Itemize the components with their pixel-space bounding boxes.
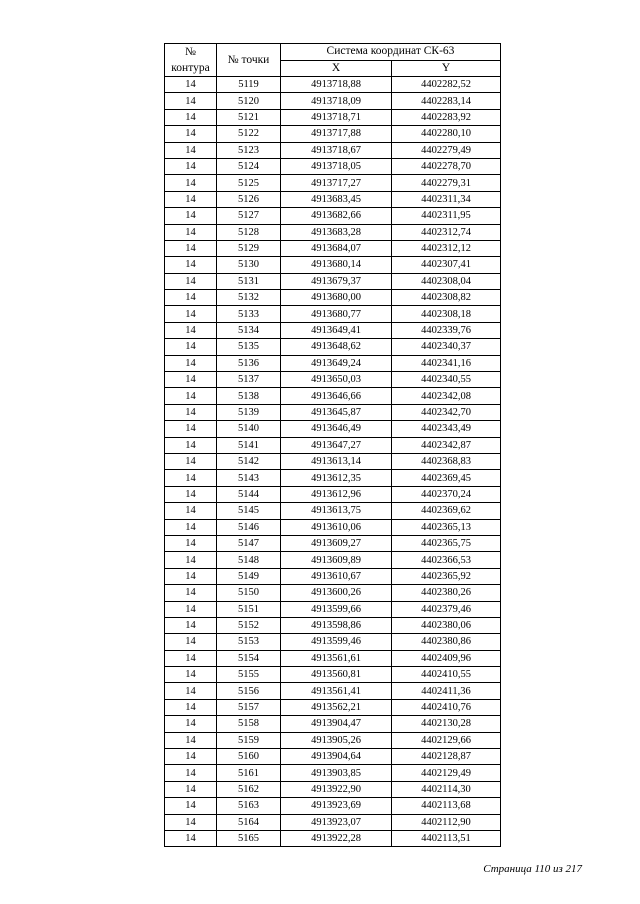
x-cell: 4913683,28 bbox=[281, 224, 392, 240]
table-row bbox=[165, 699, 501, 715]
x-cell: 4913610,67 bbox=[281, 568, 392, 584]
contour-cell: 14 bbox=[165, 77, 217, 93]
point-cell: 5153 bbox=[217, 634, 281, 650]
contour-cell: 14 bbox=[165, 634, 217, 650]
table-row bbox=[165, 404, 501, 420]
y-cell: 4402113,51 bbox=[392, 830, 501, 846]
y-cell: 4402129,66 bbox=[392, 732, 501, 748]
x-cell: 4913922,90 bbox=[281, 781, 392, 797]
y-cell: 4402308,04 bbox=[392, 273, 501, 289]
y-cell: 4402410,76 bbox=[392, 699, 501, 715]
point-cell: 5120 bbox=[217, 93, 281, 109]
x-cell: 4913646,49 bbox=[281, 421, 392, 437]
table-row bbox=[165, 355, 501, 371]
point-cell: 5131 bbox=[217, 273, 281, 289]
table-row bbox=[165, 306, 501, 322]
y-cell: 4402278,70 bbox=[392, 158, 501, 174]
y-cell: 4402365,75 bbox=[392, 535, 501, 551]
y-cell: 4402280,10 bbox=[392, 126, 501, 142]
point-cell: 5149 bbox=[217, 568, 281, 584]
x-cell: 4913609,89 bbox=[281, 552, 392, 568]
y-cell: 4402409,96 bbox=[392, 650, 501, 666]
y-cell: 4402279,49 bbox=[392, 142, 501, 158]
point-cell: 5141 bbox=[217, 437, 281, 453]
point-cell: 5133 bbox=[217, 306, 281, 322]
x-cell: 4913613,14 bbox=[281, 453, 392, 469]
point-cell: 5135 bbox=[217, 339, 281, 355]
y-cell: 4402114,30 bbox=[392, 781, 501, 797]
table-row bbox=[165, 552, 501, 568]
table-row bbox=[165, 634, 501, 650]
x-cell: 4913717,88 bbox=[281, 126, 392, 142]
table-row bbox=[165, 814, 501, 830]
x-cell: 4913903,85 bbox=[281, 765, 392, 781]
x-cell: 4913718,09 bbox=[281, 93, 392, 109]
header-x: X bbox=[281, 60, 392, 77]
table-row bbox=[165, 585, 501, 601]
point-cell: 5138 bbox=[217, 388, 281, 404]
table-row bbox=[165, 339, 501, 355]
table-row bbox=[165, 290, 501, 306]
contour-cell: 14 bbox=[165, 224, 217, 240]
x-cell: 4913560,81 bbox=[281, 667, 392, 683]
point-cell: 5161 bbox=[217, 765, 281, 781]
table-row bbox=[165, 568, 501, 584]
x-cell: 4913923,69 bbox=[281, 798, 392, 814]
table-row bbox=[165, 519, 501, 535]
table-row bbox=[165, 126, 501, 142]
x-cell: 4913718,67 bbox=[281, 142, 392, 158]
table-row bbox=[165, 240, 501, 256]
y-cell: 4402369,45 bbox=[392, 470, 501, 486]
point-cell: 5124 bbox=[217, 158, 281, 174]
x-cell: 4913718,05 bbox=[281, 158, 392, 174]
x-cell: 4913645,87 bbox=[281, 404, 392, 420]
y-cell: 4402342,70 bbox=[392, 404, 501, 420]
contour-cell: 14 bbox=[165, 585, 217, 601]
point-cell: 5154 bbox=[217, 650, 281, 666]
point-cell: 5148 bbox=[217, 552, 281, 568]
point-cell: 5130 bbox=[217, 257, 281, 273]
table-body bbox=[165, 77, 501, 847]
table-row bbox=[165, 781, 501, 797]
table-row bbox=[165, 142, 501, 158]
contour-cell: 14 bbox=[165, 208, 217, 224]
y-cell: 4402283,14 bbox=[392, 93, 501, 109]
table-row bbox=[165, 830, 501, 846]
table-row bbox=[165, 535, 501, 551]
y-cell: 4402365,13 bbox=[392, 519, 501, 535]
contour-cell: 14 bbox=[165, 650, 217, 666]
x-cell: 4913561,41 bbox=[281, 683, 392, 699]
point-cell: 5156 bbox=[217, 683, 281, 699]
contour-cell: 14 bbox=[165, 126, 217, 142]
x-cell: 4913599,46 bbox=[281, 634, 392, 650]
x-cell: 4913598,86 bbox=[281, 617, 392, 633]
y-cell: 4402342,08 bbox=[392, 388, 501, 404]
x-cell: 4913680,00 bbox=[281, 290, 392, 306]
point-cell: 5151 bbox=[217, 601, 281, 617]
x-cell: 4913649,41 bbox=[281, 322, 392, 338]
contour-cell: 14 bbox=[165, 601, 217, 617]
table-row bbox=[165, 224, 501, 240]
contour-cell: 14 bbox=[165, 765, 217, 781]
x-cell: 4913599,66 bbox=[281, 601, 392, 617]
contour-cell: 14 bbox=[165, 175, 217, 191]
y-cell: 4402369,62 bbox=[392, 503, 501, 519]
table-row bbox=[165, 486, 501, 502]
y-cell: 4402339,76 bbox=[392, 322, 501, 338]
x-cell: 4913561,61 bbox=[281, 650, 392, 666]
contour-cell: 14 bbox=[165, 355, 217, 371]
y-cell: 4402283,92 bbox=[392, 109, 501, 125]
x-cell: 4913904,64 bbox=[281, 749, 392, 765]
point-cell: 5139 bbox=[217, 404, 281, 420]
point-cell: 5140 bbox=[217, 421, 281, 437]
x-cell: 4913650,03 bbox=[281, 372, 392, 388]
contour-cell: 14 bbox=[165, 732, 217, 748]
x-cell: 4913610,06 bbox=[281, 519, 392, 535]
page-number-footer: Страница 110 из 217 bbox=[483, 863, 582, 875]
y-cell: 4402343,49 bbox=[392, 421, 501, 437]
contour-cell: 14 bbox=[165, 306, 217, 322]
point-cell: 5158 bbox=[217, 716, 281, 732]
table-row bbox=[165, 372, 501, 388]
table-row bbox=[165, 158, 501, 174]
y-cell: 4402341,16 bbox=[392, 355, 501, 371]
y-cell: 4402380,06 bbox=[392, 617, 501, 633]
y-cell: 4402379,46 bbox=[392, 601, 501, 617]
contour-cell: 14 bbox=[165, 322, 217, 338]
contour-cell: 14 bbox=[165, 158, 217, 174]
point-cell: 5127 bbox=[217, 208, 281, 224]
point-cell: 5159 bbox=[217, 732, 281, 748]
contour-cell: 14 bbox=[165, 191, 217, 207]
contour-cell: 14 bbox=[165, 273, 217, 289]
point-cell: 5125 bbox=[217, 175, 281, 191]
contour-cell: 14 bbox=[165, 109, 217, 125]
contour-cell: 14 bbox=[165, 667, 217, 683]
point-cell: 5145 bbox=[217, 503, 281, 519]
contour-cell: 14 bbox=[165, 683, 217, 699]
table-row bbox=[165, 716, 501, 732]
contour-cell: 14 bbox=[165, 421, 217, 437]
y-cell: 4402308,82 bbox=[392, 290, 501, 306]
table-row bbox=[165, 77, 501, 93]
table-row bbox=[165, 798, 501, 814]
point-cell: 5132 bbox=[217, 290, 281, 306]
header-contour-number: № контура bbox=[165, 44, 217, 77]
table-row bbox=[165, 388, 501, 404]
y-cell: 4402282,52 bbox=[392, 77, 501, 93]
contour-cell: 14 bbox=[165, 503, 217, 519]
point-cell: 5146 bbox=[217, 519, 281, 535]
table-row bbox=[165, 175, 501, 191]
x-cell: 4913680,77 bbox=[281, 306, 392, 322]
table-row bbox=[165, 503, 501, 519]
contour-cell: 14 bbox=[165, 830, 217, 846]
point-cell: 5143 bbox=[217, 470, 281, 486]
x-cell: 4913646,66 bbox=[281, 388, 392, 404]
contour-cell: 14 bbox=[165, 240, 217, 256]
contour-cell: 14 bbox=[165, 372, 217, 388]
contour-cell: 14 bbox=[165, 535, 217, 551]
contour-cell: 14 bbox=[165, 749, 217, 765]
x-cell: 4913904,47 bbox=[281, 716, 392, 732]
table-row bbox=[165, 437, 501, 453]
x-cell: 4913649,24 bbox=[281, 355, 392, 371]
table-row bbox=[165, 191, 501, 207]
y-cell: 4402370,24 bbox=[392, 486, 501, 502]
x-cell: 4913905,26 bbox=[281, 732, 392, 748]
x-cell: 4913648,62 bbox=[281, 339, 392, 355]
y-cell: 4402307,41 bbox=[392, 257, 501, 273]
point-cell: 5134 bbox=[217, 322, 281, 338]
table-row bbox=[165, 765, 501, 781]
y-cell: 4402312,74 bbox=[392, 224, 501, 240]
x-cell: 4913562,21 bbox=[281, 699, 392, 715]
point-cell: 5147 bbox=[217, 535, 281, 551]
point-cell: 5152 bbox=[217, 617, 281, 633]
table-row bbox=[165, 667, 501, 683]
contour-cell: 14 bbox=[165, 781, 217, 797]
table-row bbox=[165, 601, 501, 617]
y-cell: 4402308,18 bbox=[392, 306, 501, 322]
x-cell: 4913718,71 bbox=[281, 109, 392, 125]
point-cell: 5129 bbox=[217, 240, 281, 256]
y-cell: 4402342,87 bbox=[392, 437, 501, 453]
point-cell: 5122 bbox=[217, 126, 281, 142]
contour-cell: 14 bbox=[165, 617, 217, 633]
point-cell: 5160 bbox=[217, 749, 281, 765]
table-row bbox=[165, 421, 501, 437]
y-cell: 4402365,92 bbox=[392, 568, 501, 584]
point-cell: 5126 bbox=[217, 191, 281, 207]
table-row bbox=[165, 109, 501, 125]
x-cell: 4913647,27 bbox=[281, 437, 392, 453]
table-row bbox=[165, 470, 501, 486]
x-cell: 4913680,14 bbox=[281, 257, 392, 273]
contour-cell: 14 bbox=[165, 388, 217, 404]
x-cell: 4913613,75 bbox=[281, 503, 392, 519]
point-cell: 5137 bbox=[217, 372, 281, 388]
y-cell: 4402411,36 bbox=[392, 683, 501, 699]
table-row bbox=[165, 650, 501, 666]
point-cell: 5136 bbox=[217, 355, 281, 371]
table-row bbox=[165, 749, 501, 765]
contour-cell: 14 bbox=[165, 142, 217, 158]
header-y: Y bbox=[392, 60, 501, 77]
table-row bbox=[165, 322, 501, 338]
y-cell: 4402113,68 bbox=[392, 798, 501, 814]
x-cell: 4913600,26 bbox=[281, 585, 392, 601]
contour-cell: 14 bbox=[165, 470, 217, 486]
contour-cell: 14 bbox=[165, 568, 217, 584]
x-cell: 4913612,96 bbox=[281, 486, 392, 502]
point-cell: 5142 bbox=[217, 453, 281, 469]
x-cell: 4913682,66 bbox=[281, 208, 392, 224]
x-cell: 4913612,35 bbox=[281, 470, 392, 486]
x-cell: 4913717,27 bbox=[281, 175, 392, 191]
point-cell: 5150 bbox=[217, 585, 281, 601]
x-cell: 4913609,27 bbox=[281, 535, 392, 551]
contour-cell: 14 bbox=[165, 798, 217, 814]
y-cell: 4402130,28 bbox=[392, 716, 501, 732]
x-cell: 4913923,07 bbox=[281, 814, 392, 830]
table-row bbox=[165, 683, 501, 699]
x-cell: 4913922,28 bbox=[281, 830, 392, 846]
point-cell: 5121 bbox=[217, 109, 281, 125]
y-cell: 4402340,37 bbox=[392, 339, 501, 355]
table-row bbox=[165, 93, 501, 109]
contour-cell: 14 bbox=[165, 552, 217, 568]
point-cell: 5128 bbox=[217, 224, 281, 240]
contour-cell: 14 bbox=[165, 519, 217, 535]
table-row bbox=[165, 732, 501, 748]
contour-cell: 14 bbox=[165, 814, 217, 830]
y-cell: 4402368,83 bbox=[392, 453, 501, 469]
y-cell: 4402279,31 bbox=[392, 175, 501, 191]
coordinates-table bbox=[164, 43, 501, 847]
contour-cell: 14 bbox=[165, 716, 217, 732]
point-cell: 5123 bbox=[217, 142, 281, 158]
y-cell: 4402112,90 bbox=[392, 814, 501, 830]
table-row bbox=[165, 273, 501, 289]
contour-cell: 14 bbox=[165, 486, 217, 502]
x-cell: 4913684,07 bbox=[281, 240, 392, 256]
y-cell: 4402410,55 bbox=[392, 667, 501, 683]
y-cell: 4402311,34 bbox=[392, 191, 501, 207]
header-point-number: № точки bbox=[217, 44, 281, 77]
contour-cell: 14 bbox=[165, 339, 217, 355]
contour-cell: 14 bbox=[165, 437, 217, 453]
y-cell: 4402128,87 bbox=[392, 749, 501, 765]
point-cell: 5162 bbox=[217, 781, 281, 797]
x-cell: 4913683,45 bbox=[281, 191, 392, 207]
y-cell: 4402311,95 bbox=[392, 208, 501, 224]
point-cell: 5119 bbox=[217, 77, 281, 93]
point-cell: 5155 bbox=[217, 667, 281, 683]
contour-cell: 14 bbox=[165, 453, 217, 469]
table-row bbox=[165, 208, 501, 224]
table-row bbox=[165, 453, 501, 469]
point-cell: 5164 bbox=[217, 814, 281, 830]
contour-cell: 14 bbox=[165, 93, 217, 109]
x-cell: 4913718,88 bbox=[281, 77, 392, 93]
y-cell: 4402380,26 bbox=[392, 585, 501, 601]
point-cell: 5163 bbox=[217, 798, 281, 814]
y-cell: 4402366,53 bbox=[392, 552, 501, 568]
contour-cell: 14 bbox=[165, 404, 217, 420]
contour-cell: 14 bbox=[165, 257, 217, 273]
y-cell: 4402129,49 bbox=[392, 765, 501, 781]
point-cell: 5157 bbox=[217, 699, 281, 715]
contour-cell: 14 bbox=[165, 290, 217, 306]
point-cell: 5144 bbox=[217, 486, 281, 502]
point-cell: 5165 bbox=[217, 830, 281, 846]
y-cell: 4402340,55 bbox=[392, 372, 501, 388]
header-coordinate-system: Система координат СК-63 bbox=[281, 44, 501, 61]
y-cell: 4402380,86 bbox=[392, 634, 501, 650]
x-cell: 4913679,37 bbox=[281, 273, 392, 289]
table-row bbox=[165, 617, 501, 633]
contour-cell: 14 bbox=[165, 699, 217, 715]
y-cell: 4402312,12 bbox=[392, 240, 501, 256]
table-row bbox=[165, 257, 501, 273]
